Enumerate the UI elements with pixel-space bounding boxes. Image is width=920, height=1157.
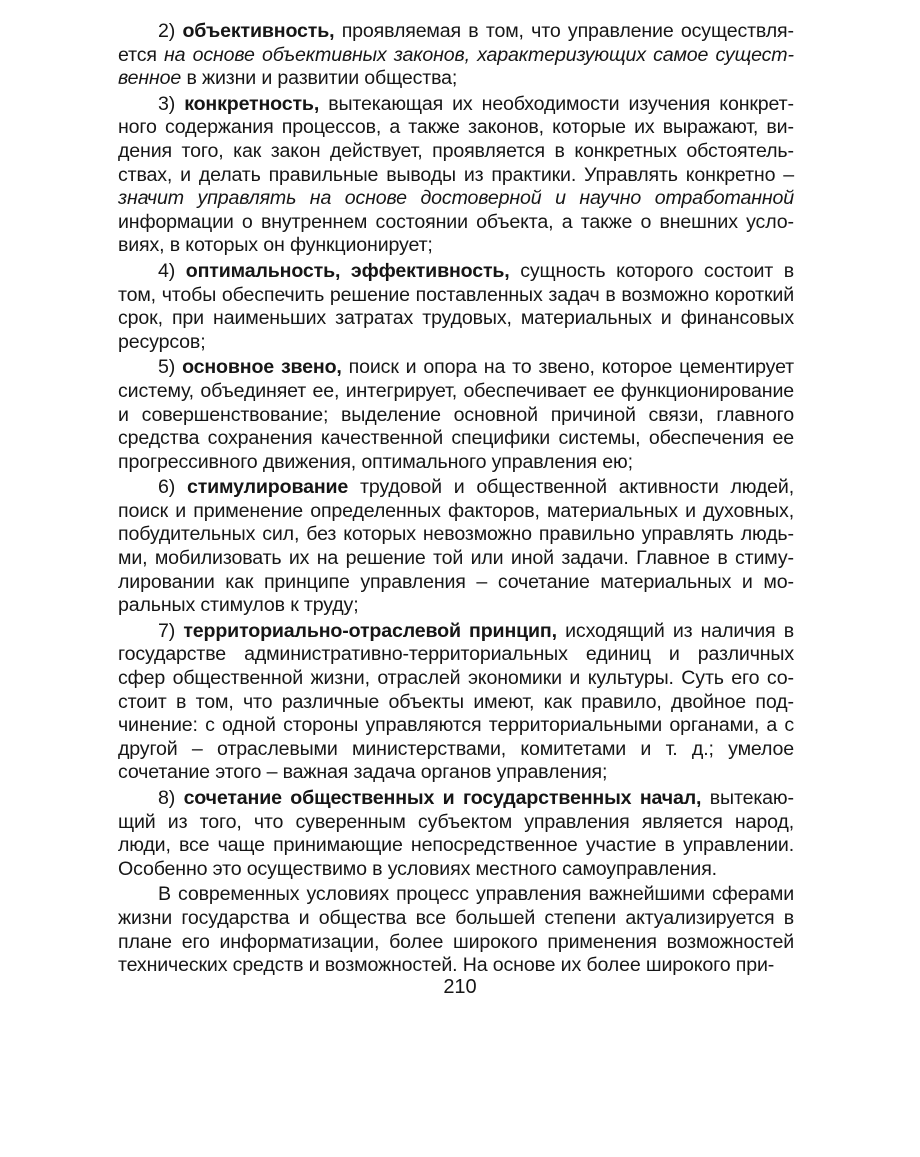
bold-term: основное звено, <box>182 356 342 379</box>
bold-term: конкретность, <box>184 92 320 115</box>
text-run: 8) <box>158 787 184 809</box>
page-number: 210 <box>443 976 477 998</box>
text-run: проявляемая в том, что управление осуществляется <box>118 20 795 66</box>
bold-term: объективность, <box>182 20 335 42</box>
bold-term: оптимальность, эффективность, <box>185 259 510 282</box>
paragraph-principle-2 <box>118 20 794 91</box>
text-run: трудовой и общественной активности людей, поиск и применение определенных факторов, материальных и духовных, побудительных сил, без которых невозможно правильно управлять людьми, мобилизовать их на решение той или иной задачи. Главное в стимулировании как принципе управления – сочетание материальных и моральных стимулов к труду; <box>118 476 794 617</box>
bold-term: территориально-отраслевой принцип, <box>183 619 557 642</box>
paragraph-principle-4 <box>118 260 794 354</box>
bold-term: стимулирование <box>186 476 349 499</box>
text-run: информации о внутреннем состоянии объекта, а также о внешних условиях, в которых он функционирует; <box>118 210 794 257</box>
paragraph-principle-7 <box>118 620 794 785</box>
bold-term: сочетание общественных и государственных начал, <box>183 787 702 809</box>
italic-phrase: значит управлять на основе достоверной и научно отработанной <box>118 187 794 210</box>
body-text <box>118 20 794 980</box>
paragraph-principle-6 <box>118 476 794 618</box>
paragraph-principle-8 <box>118 787 794 881</box>
text-run: вытекающий из того, что суверенным субъектом управления является народ, люди, все чаще принимающие непосредственное участие в управлении. Особенно это осуществимо в условиях местного самоуправления. <box>118 787 795 880</box>
text-run: В современных условиях процесс управления важнейшими сферами жизни государства и общества все большей степени актуализируется в плане его информатизации, более широкого применения возможностей технических средств и возможностей. На основе их более широкого при- <box>118 883 794 977</box>
text-run: вытекающая их необходимости изучения конкретного содержания процессов, а также законов, которые их выражают, видения того, как закон действует, проявляется в конкретных обстоятельствах, и делать правильные выводы из практики. Управлять конкретно – <box>118 92 794 186</box>
paragraph-conclusion <box>118 883 794 977</box>
text-run: поиск и опора на то звено, которое цементирует систему, объединяет ее, интегрирует, обеспечивает ее функционирование и совершенствование; выделение основной причиной связи, главного средства сохранения качественной специфики системы, обеспечения ее прогрессивного движения, оптимального управления ею; <box>118 356 794 473</box>
paragraph-principle-3 <box>118 93 794 258</box>
text-run: 6) <box>158 476 187 499</box>
italic-phrase: на основе объективных законов, характеризующих самое существенное <box>118 43 794 90</box>
text-run: в жизни и развитии общества; <box>181 67 458 90</box>
text-run: 7) <box>158 619 184 642</box>
text-run: 5) <box>158 356 183 379</box>
paragraph-principle-5 <box>118 356 794 474</box>
text-run: сущность которого состоит в том, чтобы обеспечить решение поставленных задач в возможно короткий срок, при наименьших затратах трудовых, материальных и финансовых ресурсов; <box>118 259 794 353</box>
text-run: исходящий из наличия в государстве административно-территориальных единиц и различных сфер общественной жизни, отраслей экономики и культуры. Суть его состоит в том, что различные объекты имеют, как правило, двойное подчинение: с одной стороны управляются территориальными органами, а с другой – отраслевыми министерствами, комитетами и т. д.; умелое сочетание этого – важная задача органов управления; <box>118 619 794 784</box>
text-run: 2) <box>158 20 183 42</box>
text-run: 4) <box>158 259 186 282</box>
text-run: 3) <box>158 92 185 115</box>
